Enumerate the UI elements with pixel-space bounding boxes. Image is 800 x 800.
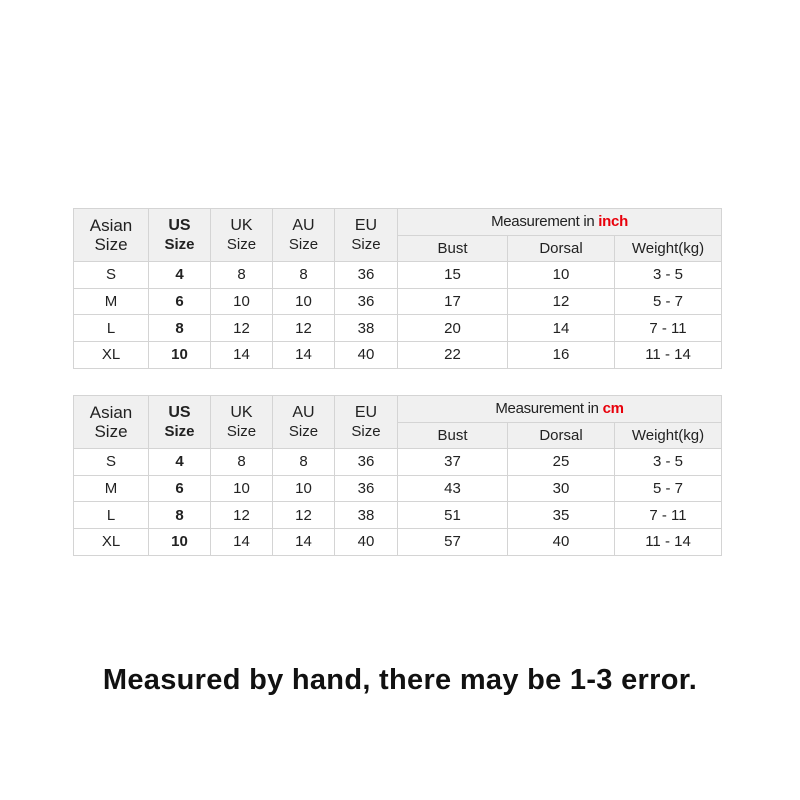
header-asian-line2: Size [94,235,128,255]
header-au-line2: Size [288,235,319,253]
cell-us: 6 [149,288,211,315]
header-weight: Weight(kg) [615,235,722,262]
cell-asian: XL [74,528,149,555]
header-eu-line2: Size [351,235,381,253]
cell-au: 14 [273,528,335,555]
header-asian-size [74,209,149,262]
cell-weight: 5 - 7 [615,475,722,502]
table-header-row [74,209,722,236]
header-uk-size [211,209,273,262]
cell-eu: 36 [335,262,398,289]
header-au-line1: AU [292,404,315,422]
cell-weight: 5 - 7 [615,288,722,315]
measurement-unit: cm [602,400,624,418]
header-bust: Bust [398,422,508,449]
cell-weight: 11 - 14 [615,528,722,555]
header-us-size [149,396,211,449]
table-row [74,262,722,289]
cell-dorsal: 10 [508,262,615,289]
cell-au: 8 [273,262,335,289]
cell-asian: XL [74,341,149,368]
cell-dorsal: 14 [508,315,615,342]
cell-us: 10 [149,341,211,368]
cell-au: 10 [273,475,335,502]
header-eu-line2: Size [351,422,381,440]
header-us-size [149,209,211,262]
table-row [74,502,722,529]
cell-weight: 7 - 11 [615,315,722,342]
table-row [74,475,722,502]
table-row [74,288,722,315]
cell-bust: 43 [398,475,508,502]
header-bust: Bust [398,235,508,262]
measurement-title [398,209,722,236]
cell-asian: M [74,475,149,502]
measurement-title [398,396,722,423]
cell-asian: L [74,502,149,529]
cell-bust: 37 [398,449,508,476]
cell-us: 6 [149,475,211,502]
cell-dorsal: 40 [508,528,615,555]
footer-note: Measured by hand, there may be 1-3 error. [102,664,698,696]
header-eu-line1: EU [354,404,378,422]
header-weight: Weight(kg) [615,422,722,449]
cell-au: 14 [273,341,335,368]
cell-bust: 22 [398,341,508,368]
size-table-cm [73,395,722,556]
header-au-size [273,209,335,262]
cell-bust: 57 [398,528,508,555]
cell-weight: 3 - 5 [615,449,722,476]
header-eu-size [335,209,398,262]
cell-asian: S [74,262,149,289]
cell-weight: 7 - 11 [615,502,722,529]
cell-dorsal: 16 [508,341,615,368]
cell-au: 12 [273,315,335,342]
cell-bust: 51 [398,502,508,529]
header-eu-line1: EU [354,217,378,235]
cell-weight: 3 - 5 [615,262,722,289]
header-au-line1: AU [292,217,315,235]
header-us-line2: Size [164,422,195,440]
cell-uk: 8 [211,262,273,289]
measurement-prefix: Measurement in [495,400,599,418]
cell-uk: 14 [211,528,273,555]
cell-au: 8 [273,449,335,476]
cell-au: 12 [273,502,335,529]
table-row [74,528,722,555]
header-uk-size [211,396,273,449]
header-us-line1: US [168,404,191,422]
cell-asian: S [74,449,149,476]
header-eu-size [335,396,398,449]
measurement-prefix: Measurement in [491,213,595,231]
cell-au: 10 [273,288,335,315]
table-row [74,449,722,476]
measurement-unit: inch [598,213,628,231]
cell-uk: 10 [211,288,273,315]
cell-us: 8 [149,315,211,342]
table-header-row [74,396,722,423]
header-uk-line2: Size [226,235,257,253]
cell-us: 8 [149,502,211,529]
cell-uk: 12 [211,315,273,342]
header-uk-line1: UK [230,404,253,422]
table-row [74,315,722,342]
cell-uk: 12 [211,502,273,529]
cell-eu: 38 [335,502,398,529]
cell-eu: 36 [335,449,398,476]
header-us-line1: US [168,217,191,235]
cell-us: 4 [149,262,211,289]
size-table-inch [73,208,722,369]
cell-dorsal: 30 [508,475,615,502]
cell-eu: 40 [335,528,398,555]
cell-uk: 14 [211,341,273,368]
header-asian-line2: Size [94,422,128,442]
header-au-size [273,396,335,449]
cell-uk: 10 [211,475,273,502]
cell-eu: 40 [335,341,398,368]
cell-bust: 17 [398,288,508,315]
cell-eu: 36 [335,475,398,502]
cell-dorsal: 12 [508,288,615,315]
header-uk-line2: Size [226,422,257,440]
cell-uk: 8 [211,449,273,476]
cell-asian: L [74,315,149,342]
cell-eu: 38 [335,315,398,342]
cell-dorsal: 35 [508,502,615,529]
cell-us: 4 [149,449,211,476]
table-row [74,341,722,368]
header-asian-line1: Asian [89,215,133,235]
header-us-line2: Size [164,235,195,253]
cell-dorsal: 25 [508,449,615,476]
cell-weight: 11 - 14 [615,341,722,368]
cell-eu: 36 [335,288,398,315]
header-au-line2: Size [288,422,319,440]
header-uk-line1: UK [230,217,253,235]
cell-asian: M [74,288,149,315]
cell-bust: 20 [398,315,508,342]
cell-bust: 15 [398,262,508,289]
cell-us: 10 [149,528,211,555]
header-asian-size [74,396,149,449]
header-dorsal: Dorsal [508,422,615,449]
header-dorsal: Dorsal [508,235,615,262]
header-asian-line1: Asian [89,402,133,422]
